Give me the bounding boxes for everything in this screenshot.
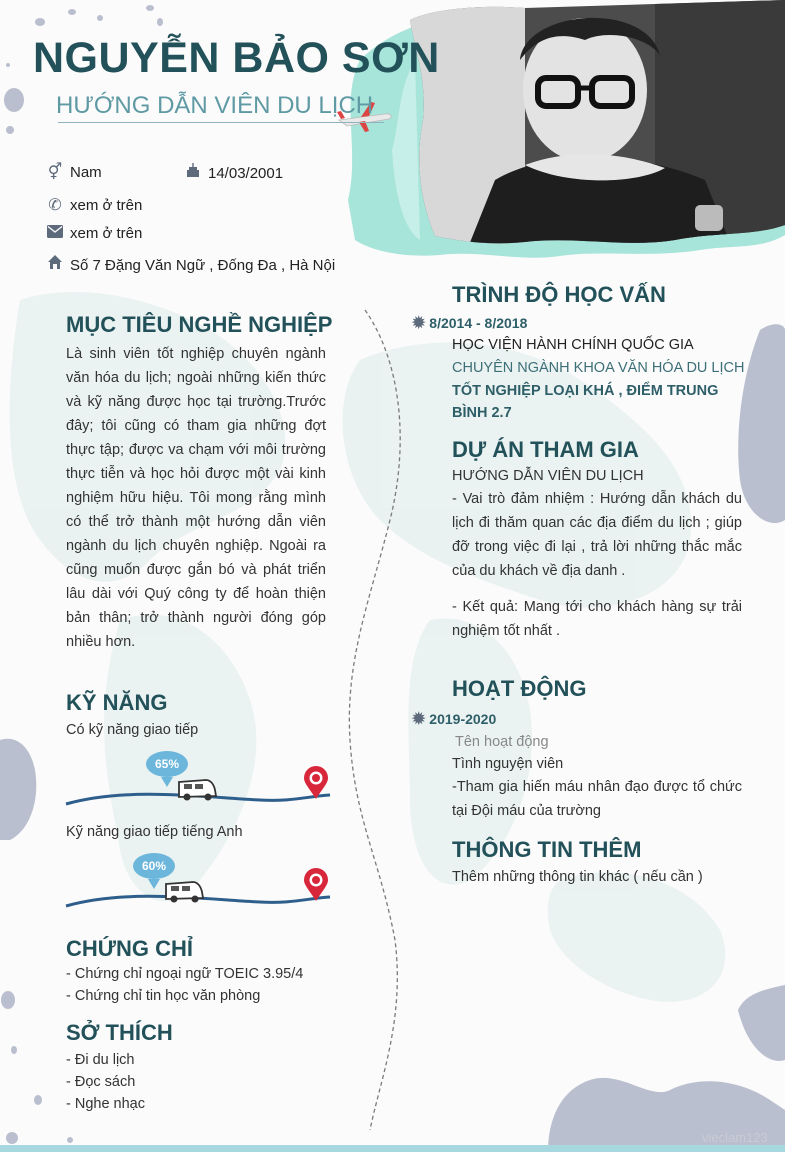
map-pin-icon <box>303 868 329 902</box>
email-value: xem ở trên <box>70 225 143 242</box>
birthday-cake-icon <box>184 162 202 183</box>
skill-label: Kỹ năng giao tiếp tiếng Anh <box>66 824 243 840</box>
project-name: HƯỚNG DẪN VIÊN DU LỊCH <box>452 468 644 484</box>
address-value: Số 7 Đặng Văn Ngữ , Đống Đa , Hà Nội <box>70 257 336 274</box>
person-name: NGUYỄN BẢO SƠN <box>33 34 440 82</box>
phone-value: xem ở trên <box>70 197 143 214</box>
gender-value: Nam <box>70 164 102 181</box>
education-major: CHUYÊN NGÀNH KHOA VĂN HÓA DU LỊCH <box>452 360 745 376</box>
education-heading: TRÌNH ĐỘ HỌC VẤN <box>452 282 666 307</box>
title-underline <box>58 122 384 123</box>
hobby-item: - Đi du lịch <box>66 1052 135 1068</box>
activity-date: 2019-2020 <box>429 711 497 727</box>
van-icon <box>163 878 205 904</box>
van-icon <box>176 776 218 802</box>
gender-row <box>46 162 102 182</box>
phone-row <box>46 195 142 215</box>
objective-text: Là sinh viên tốt nghiệp chuyên ngành văn hóa du lịch; ngoài những kiến thức và kỹ năng được học tại trường.Trước đây; tôi cũng có tham gia những đợt thực tập; được va chạm với môi trường thực tiễn và học hỏi được một vài kinh nghiệm hữu hiệu. Tôi mong rằng mình có thể trở thành một hướng dẫn viên ngành du lịch chuyên nghiệp. Ngoài ra cũng muốn được gắn bó và phát triển lâu dài với Quý công ty để hoàn thiện bản thân; trở thành người đóng góp nhiều hơn. <box>66 346 326 650</box>
dob-row <box>184 162 283 183</box>
activities-heading: HOẠT ĐỘNG <box>452 676 587 701</box>
extra-heading: THÔNG TIN THÊM <box>452 837 642 862</box>
education-date: 8/2014 - 8/2018 <box>429 315 528 331</box>
email-row <box>46 225 142 243</box>
hobby-item: - Nghe nhạc <box>66 1096 145 1112</box>
phone-icon: ✆ <box>48 197 62 214</box>
objective-heading: MỤC TIÊU NGHỀ NGHIỆP <box>66 312 333 337</box>
activity-role: Tình nguyện viên <box>452 756 564 772</box>
home-icon <box>46 254 64 275</box>
skill-percent: 65% <box>146 751 188 777</box>
skill-percent: 60% <box>133 853 175 879</box>
project-result: - Kết quả: Mang tới cho khách hàng sự trải nghiệm tốt nhất . <box>452 599 742 639</box>
map-pin-icon <box>303 766 329 800</box>
skill-label: Có kỹ năng giao tiếp <box>66 722 199 738</box>
project-role: - Vai trò đảm nhiệm : Hướng dẫn khách du lịch đi thăm quan các địa điểm du lịch ; giúp đỡ trong việc đi lại , trả lời những thắc mắc của du khách về địa danh . <box>452 491 742 579</box>
education-date-row <box>412 313 527 333</box>
certificate-item: - Chứng chỉ tin học văn phòng <box>66 988 261 1004</box>
activity-date-row <box>412 709 496 729</box>
activity-name: Tên hoạt động <box>455 734 549 750</box>
education-result: TỐT NGHIỆP LOẠI KHÁ , ĐIỂM TRUNG BÌNH 2.7 <box>452 383 719 421</box>
hobbies-heading: SỞ THÍCH <box>66 1020 173 1045</box>
education-school: HỌC VIỆN HÀNH CHÍNH QUỐC GIA <box>452 337 694 353</box>
gender-icon: ⚥ <box>47 164 63 181</box>
hobby-item: - Đọc sách <box>66 1074 136 1090</box>
bubble-tail <box>148 879 160 889</box>
job-title: HƯỚNG DẪN VIÊN DU LỊCH <box>56 92 374 119</box>
gear-bullet-icon: ✹ <box>412 315 426 332</box>
watermark: vieclam123 <box>702 1130 768 1145</box>
dob-value: 14/03/2001 <box>208 165 284 182</box>
projects-heading: DỰ ÁN THAM GIA <box>452 437 639 462</box>
gear-bullet-icon: ✹ <box>412 711 426 728</box>
activity-desc: -Tham gia hiến máu nhân đạo được tổ chức tại Đội máu của trường <box>452 779 742 819</box>
extra-text: Thêm những thông tin khác ( nếu cần ) <box>452 869 703 885</box>
address-row <box>46 254 335 275</box>
certificates-heading: CHỨNG CHỈ <box>66 936 194 961</box>
certificate-item: - Chứng chỉ ngoại ngữ TOEIC 3.95/4 <box>66 966 304 982</box>
bubble-tail <box>161 777 173 787</box>
mail-icon <box>46 225 64 243</box>
skills-heading: KỸ NĂNG <box>66 690 168 715</box>
